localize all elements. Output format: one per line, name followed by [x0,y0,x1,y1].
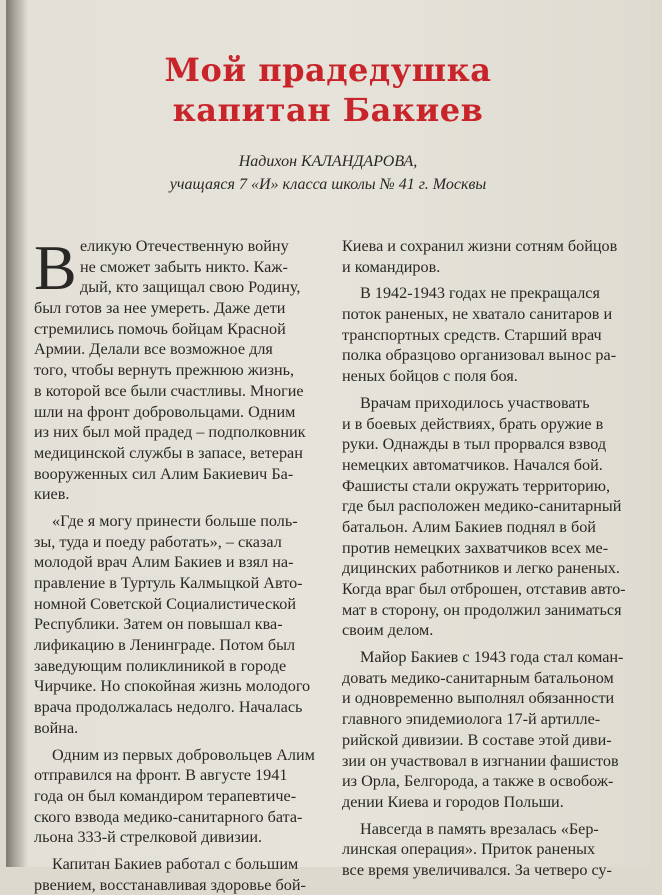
article-title [6,50,650,130]
text-line: батальон. Алим Бакиев поднял в бой [342,517,596,536]
text-line: поток раненых, не хватало санитаров и [342,305,613,324]
article-title-line-2: капитан Бакиев [172,91,484,129]
text-line: транспортных средств. Старший врач [342,325,602,344]
paragraph [342,283,662,386]
author-name: Надихон КАЛАНДАРОВА, [238,153,418,170]
text-line: немецких автоматчиков. Начался бой. [342,455,603,474]
text-line: дый, кто защищал свою Родину, [80,278,301,297]
page-spine-shadow [6,0,28,867]
text-line: мат в сторону, он продолжил заниматься [342,600,622,619]
paragraph [342,647,662,813]
text-line: и командиров. [342,257,441,276]
author-affiliation: учащаяся 7 «И» класса школы № 41 г. Москвы [169,176,487,193]
text-line: Чирчике. Но спокойная жизнь молодого [34,677,311,696]
text-line: В 1942-1943 годах не прекращался [360,284,600,303]
byline [6,150,650,196]
text-line: правление в Туртуль Калмыцкой Авто- [34,574,303,592]
text-line: руки. Однажды в тыл прорвался взвод [342,435,607,454]
text-line: вооруженных сил Алим Бакиевич Ба- [34,464,294,483]
text-line: был готов за нее умереть. Даже дети [34,299,286,318]
text-line: Капитан Бакиев работал с большим [52,854,299,873]
paragraph [34,745,334,848]
text-line: номной Советской Социалистической [34,594,297,613]
text-line: шли на фронт добровольцами. Одним [34,402,296,421]
left-column [34,232,334,895]
text-line: неных бойцов с поля боя. [342,367,518,386]
paragraph [34,854,334,895]
text-line: линская операция». Приток раненых [342,840,596,859]
text-line: главного эпидемиолога 17-й артилле- [342,710,601,729]
right-column [342,236,662,881]
text-line: киев. [34,485,70,504]
text-line: медицинской службы в запасе, ветеран [34,443,303,462]
text-line: Навсегда в память врезалась «Бер- [360,819,599,838]
text-line: своим делом. [342,621,434,640]
text-line: года он был командиром терапевтиче- [34,786,297,805]
text-line: дении Киева и городов Польши. [342,792,564,811]
text-line: из них был мой прадед – подполковник [34,423,306,442]
text-line: Майор Бакиев с 1943 года стал коман- [360,648,624,667]
text-line: зы, туда и поеду работать», – сказал [34,532,282,551]
text-line: полка образцово организовал вынос ра- [342,346,617,365]
paragraph [34,511,334,739]
text-line: где был расположен медико-санитарный [342,497,622,516]
text-line: Республики. Затем он повышал ква- [34,615,283,634]
article-title-line-1: Мой прадедушка [164,51,492,89]
paragraph [342,236,662,277]
text-line: заведующим поликлиникой в городе [34,656,287,675]
text-line: еликую Отечественную войну [80,237,289,255]
text-line: из Орла, Белгорода, а также в освобож- [342,772,614,791]
text-line: война. [34,718,79,737]
dropcap-block [34,232,334,303]
text-line: Фашисты стали окружать территорию, [342,476,610,495]
drop-cap: В [34,232,77,303]
text-line: Армии. Делали все возможное для [34,340,273,359]
text-line: дицинских работников и легко раненых. [342,559,620,578]
text-line: рийской дивизии. В составе этой диви- [342,730,612,749]
text-line: отправился на фронт. В августе 1941 [34,766,288,785]
text-line: врача продолжалась недолго. Началась [34,698,303,717]
text-line: все время увеличивался. За четверо су- [342,860,612,879]
left-paragraphs [34,505,334,895]
text-line: Одним из первых добровольцев Алим [52,745,315,764]
text-line: «Где я могу принести больше поль- [52,511,298,530]
first-paragraph-continuation [34,298,334,505]
text-line: рвением, восстанавливая здоровье бой- [34,875,306,894]
text-line: и одновременно выполнял обязанности [342,689,615,708]
text-line: ского взвода медико-санитарного бата- [34,807,303,826]
text-line: довать медико-санитарным батальоном [342,668,614,687]
text-line: лификацию в Ленинграде. Потом был [34,636,296,655]
text-line: не сможет забыть никто. Каж- [80,257,288,276]
text-line: в которой все были счастливы. Многие [34,381,304,400]
text-line: и в боевых действиях, брать оружие в [342,414,604,433]
text-line: зии он участвовал в изгнании фашистов [342,751,619,770]
paragraph [342,393,662,641]
magazine-page [6,0,650,894]
paragraph [342,819,662,881]
text-line: льона 333-й стрелковой дивизии. [34,828,263,847]
text-line: стремились помочь бойцам Красной [34,319,286,338]
text-line: против немецких захватчиков всех ме- [342,538,609,557]
text-line: молодой врач Алим Бакиев и взял на- [34,553,294,572]
text-line: Киева и сохранил жизни сотням бойцов [342,237,618,255]
text-line: Когда враг был отброшен, отставив авто- [342,580,626,598]
text-line: Врачам приходилось участвовать [360,393,590,412]
text-line: того, чтобы вернуть прежнюю жизнь, [34,361,295,380]
